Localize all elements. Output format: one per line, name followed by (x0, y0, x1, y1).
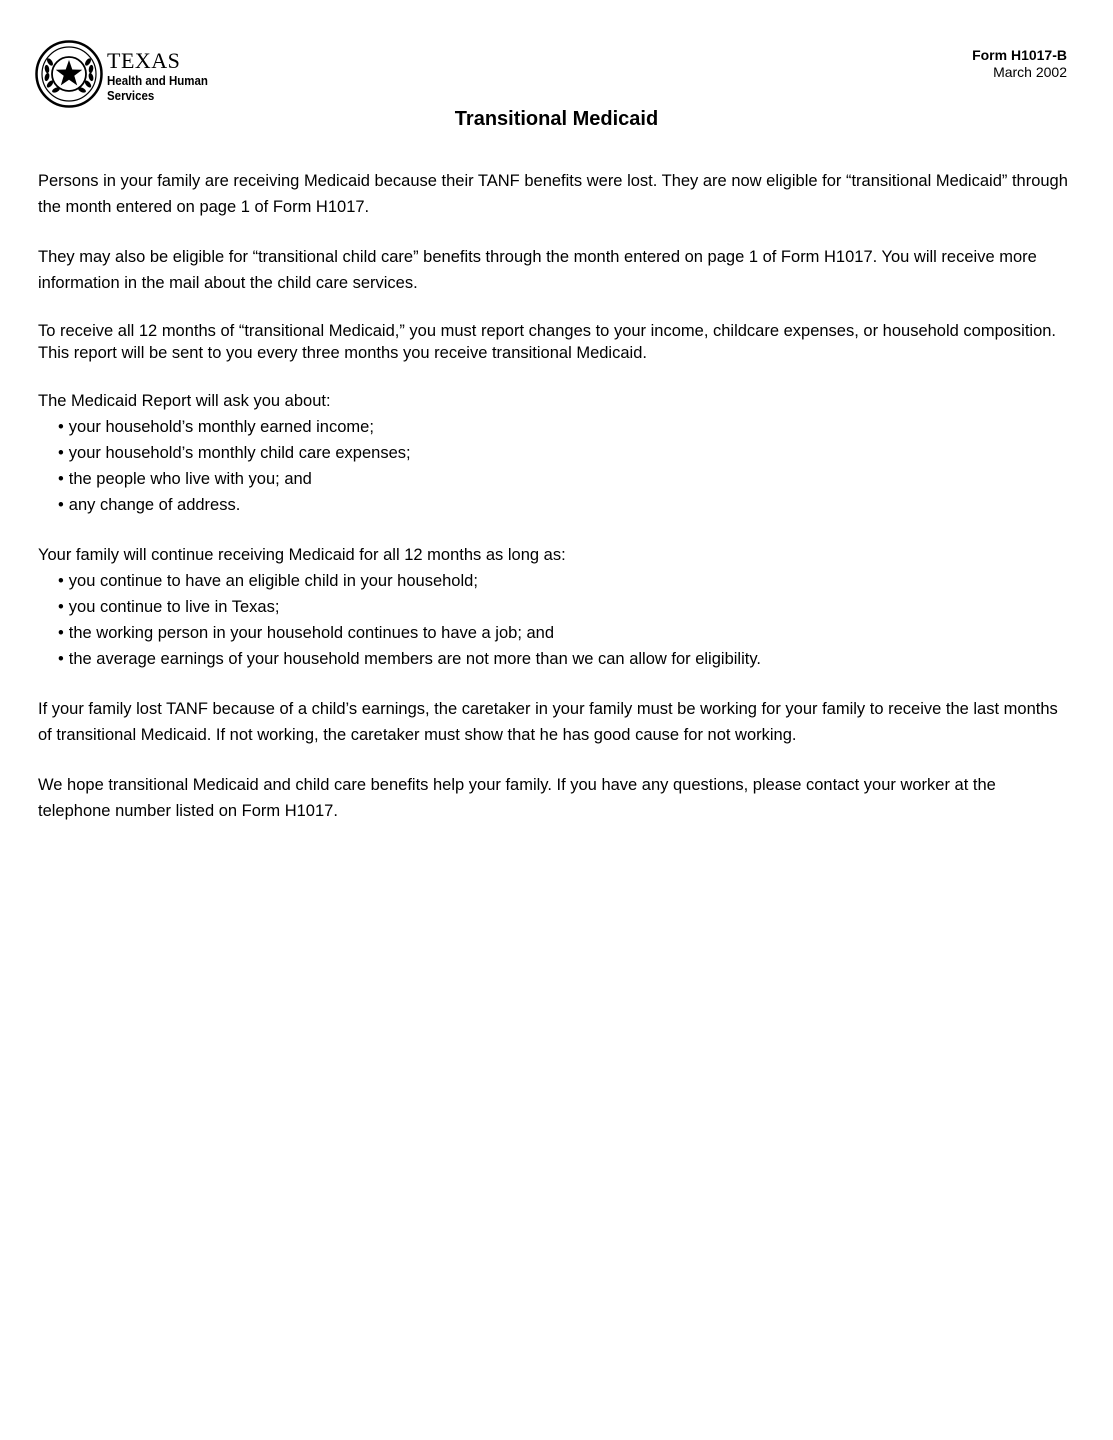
paragraph-eligibility: Persons in your family are receiving Medicaid because their TANF benefits were lost. They are now eligible for “transitional Medicaid” through the month entered on page 1 of Form H1017. (38, 172, 1068, 216)
logo-state: TEXAS (107, 48, 181, 73)
form-number: Form H1017-B (972, 47, 1067, 63)
logo-agency-line1: Health and Human (107, 74, 208, 88)
list-item: • the people who live with you; and (58, 466, 1070, 492)
texas-star-seal-icon (35, 40, 103, 108)
agency-logo-text (107, 50, 217, 104)
list-item: • any change of address. (58, 492, 1070, 518)
list-item: • the working person in your household continues to have a job; and (58, 620, 1070, 646)
paragraph-child-care: They may also be eligible for “transitional child care” benefits through the month entered on page 1 of Form H1017. You will receive more information in the mail about the child care services. (38, 248, 1037, 292)
report-list-intro: The Medicaid Report will ask you about: (38, 392, 331, 410)
continue-list-intro: Your family will continue receiving Medicaid for all 12 months as long as: (38, 546, 566, 564)
list-item: • your household’s monthly child care expenses; (58, 440, 1070, 466)
list-item: • the average earnings of your household members are not more than we can allow for eligibility. (58, 646, 1070, 672)
paragraph-closing: We hope transitional Medicaid and child care benefits help your family. If you have any questions, please contact your worker at the telephone number listed on Form H1017. (38, 776, 996, 820)
list-item: • you continue to have an eligible child in your household; (58, 568, 1070, 594)
page-title: Transitional Medicaid (454, 108, 659, 130)
paragraph-child-earnings: If your family lost TANF because of a child’s earnings, the caretaker in your family must be working for your family to receive the last months of transitional Medicaid. If not working, the caretaker must show that he has good cause for not working. (38, 700, 1058, 744)
paragraph-reporting: To receive all 12 months of “transitional Medicaid,” you must report changes to your income, childcare expenses, or household composition. This report will be sent to you every three months you receive transitional Medicaid. (38, 322, 1057, 362)
form-date: March 2002 (993, 64, 1067, 80)
report-questions-list (38, 388, 1070, 518)
list-item: • your household’s monthly earned income; (58, 414, 1070, 440)
continue-conditions-list (38, 542, 1070, 672)
agency-logo (35, 40, 235, 110)
logo-agency-line2: Services (107, 89, 155, 103)
document-body (38, 168, 1070, 848)
list-item: • you continue to live in Texas; (58, 594, 1070, 620)
form-info (972, 47, 1067, 81)
